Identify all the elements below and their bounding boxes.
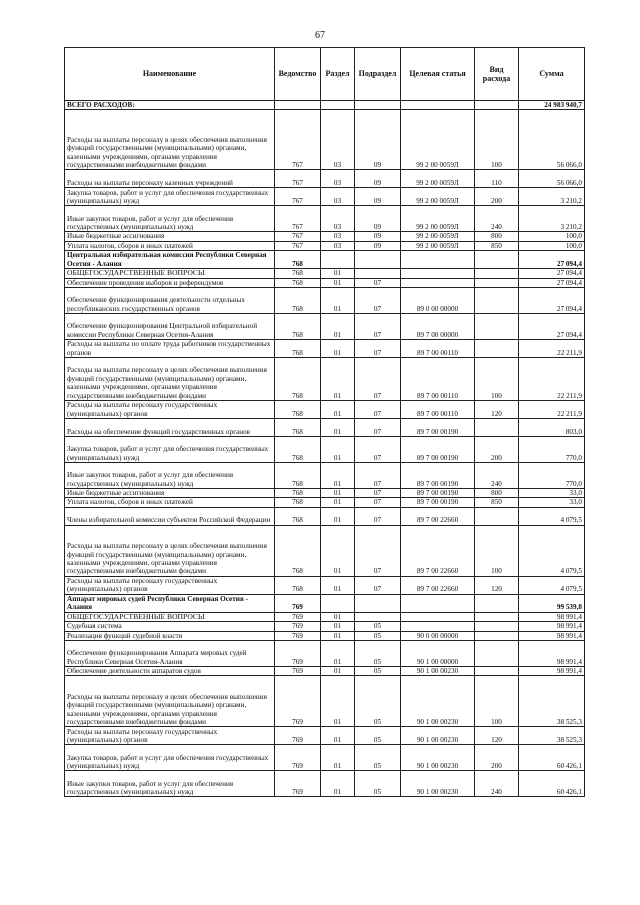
cell-target-article: 89 7 00 00190 bbox=[401, 498, 475, 507]
table-row bbox=[65, 278, 585, 287]
cell-expense-type: 100 bbox=[475, 676, 519, 727]
cell-section: 01 bbox=[321, 358, 355, 401]
cell-department: 767 bbox=[275, 110, 321, 170]
cell-department: 768 bbox=[275, 340, 321, 358]
cell-sum: 27 094,4 bbox=[519, 269, 585, 278]
table-row bbox=[65, 667, 585, 676]
cell-name: Судебная система bbox=[65, 622, 275, 631]
cell-sum: 22 211,9 bbox=[519, 358, 585, 401]
cell-subsection bbox=[355, 269, 401, 278]
cell-target-article: 89 7 00 00000 bbox=[401, 314, 475, 340]
cell-sum: 98 991,4 bbox=[519, 622, 585, 631]
cell-department: 769 bbox=[275, 612, 321, 621]
cell-department: 769 bbox=[275, 622, 321, 631]
cell-name: Расходы на обеспечение функций государственных органов bbox=[65, 419, 275, 437]
table-row bbox=[65, 463, 585, 489]
cell-target-article: 99 2 00 0059Л bbox=[401, 170, 475, 188]
cell-name: Расходы на выплаты персоналу в целях обеспечения выполнения функций государственными (муниципальными) органами, казенными учреждениями, органами управления государственными внебюджетными фондами bbox=[65, 110, 275, 170]
cell-name: Расходы на выплаты персоналу в целях обеспечения выполнения функций государственными (муниципальными) органами, казенными учреждениями, органами управления государственными внебюджетными фондами bbox=[65, 358, 275, 401]
cell-expense-type bbox=[475, 288, 519, 314]
cell-name: Аппарат мировых судей Республики Северная Осетия - Алания bbox=[65, 594, 275, 612]
cell-name: Иные закупки товаров, работ и услуг для обеспечения государственных (муниципальных) нужд bbox=[65, 463, 275, 489]
cell-target-article: 89 7 00 00110 bbox=[401, 358, 475, 401]
cell-department: 767 bbox=[275, 206, 321, 232]
table-row bbox=[65, 771, 585, 797]
cell-section: 01 bbox=[321, 463, 355, 489]
cell-expense-type: 240 bbox=[475, 771, 519, 797]
header-department: Ведомство bbox=[275, 48, 321, 101]
cell-sum: 27 094,4 bbox=[519, 251, 585, 269]
cell-name: Закупка товаров, работ и услуг для обеспечения государственных (муниципальных) нужд bbox=[65, 188, 275, 206]
cell-name: ОБЩЕГОСУДАРСТВЕННЫЕ ВОПРОСЫ bbox=[65, 612, 275, 621]
cell-target-article: 99 2 00 0059Л bbox=[401, 110, 475, 170]
cell-sum: 38 525,3 bbox=[519, 727, 585, 745]
cell-target-article bbox=[401, 251, 475, 269]
cell-section: 01 bbox=[321, 727, 355, 745]
table-row bbox=[65, 507, 585, 525]
table-row bbox=[65, 489, 585, 498]
cell-subsection: 05 bbox=[355, 641, 401, 667]
cell-section: 01 bbox=[321, 437, 355, 463]
cell-department: 769 bbox=[275, 676, 321, 727]
cell-section: 03 bbox=[321, 188, 355, 206]
cell-target-article bbox=[401, 278, 475, 287]
cell-subsection: 07 bbox=[355, 288, 401, 314]
cell-section: 01 bbox=[321, 667, 355, 676]
cell-department: 768 bbox=[275, 269, 321, 278]
cell-expense-type bbox=[475, 314, 519, 340]
cell-section: 01 bbox=[321, 612, 355, 621]
cell-department: 769 bbox=[275, 631, 321, 640]
cell-subsection: 09 bbox=[355, 206, 401, 232]
page-number: 67 bbox=[315, 30, 325, 41]
cell-department: 768 bbox=[275, 463, 321, 489]
cell-name: Обеспечение функционирования деятельности отдельных республиканских государственных органов bbox=[65, 288, 275, 314]
cell-subsection: 05 bbox=[355, 771, 401, 797]
cell-department: 768 bbox=[275, 401, 321, 419]
cell-department: 768 bbox=[275, 288, 321, 314]
cell-subsection: 07 bbox=[355, 463, 401, 489]
cell-expense-type bbox=[475, 594, 519, 612]
cell-sum: 4 079,5 bbox=[519, 507, 585, 525]
cell-name: Расходы на выплаты персоналу в целях обеспечения выполнения функций государственными (муниципальными) органами, казенными учреждениями, органами управления государственными внебюджетными фондами bbox=[65, 676, 275, 727]
cell-sum: 3 210,2 bbox=[519, 188, 585, 206]
cell-sum: 98 991,4 bbox=[519, 631, 585, 640]
cell-subsection: 07 bbox=[355, 314, 401, 340]
table-row bbox=[65, 269, 585, 278]
header-sum: Сумма bbox=[519, 48, 585, 101]
cell-name: Реализация функций судебной власти bbox=[65, 631, 275, 640]
cell-department: 769 bbox=[275, 771, 321, 797]
cell-expense-type bbox=[475, 340, 519, 358]
cell-section: 01 bbox=[321, 314, 355, 340]
cell-sum: 24 983 940,7 bbox=[519, 101, 585, 110]
cell-name: Обеспечение проведения выборов и референдумов bbox=[65, 278, 275, 287]
cell-subsection bbox=[355, 594, 401, 612]
cell-target-article: 89 7 00 00190 bbox=[401, 437, 475, 463]
header-subsection: Подраздел bbox=[355, 48, 401, 101]
cell-target-article: 90 0 00 00000 bbox=[401, 631, 475, 640]
cell-expense-type: 100 bbox=[475, 358, 519, 401]
cell-expense-type bbox=[475, 101, 519, 110]
cell-sum: 60 426,1 bbox=[519, 745, 585, 771]
cell-target-article: 89 7 00 00110 bbox=[401, 340, 475, 358]
cell-department: 769 bbox=[275, 727, 321, 745]
cell-expense-type: 240 bbox=[475, 206, 519, 232]
cell-name: Обеспечение функционирования Центральной избирательной комиссии Республики Северная Осетия-Алания bbox=[65, 314, 275, 340]
cell-section: 01 bbox=[321, 498, 355, 507]
cell-subsection: 05 bbox=[355, 676, 401, 727]
cell-target-article: 99 2 00 0059Л bbox=[401, 232, 475, 241]
cell-target-article: 89 7 00 00190 bbox=[401, 489, 475, 498]
cell-section: 01 bbox=[321, 622, 355, 631]
cell-subsection: 07 bbox=[355, 489, 401, 498]
cell-target-article: 89 7 00 22660 bbox=[401, 576, 475, 594]
cell-section: 01 bbox=[321, 278, 355, 287]
cell-target-article: 90 1 00 00230 bbox=[401, 727, 475, 745]
cell-department bbox=[275, 101, 321, 110]
cell-section: 01 bbox=[321, 771, 355, 797]
cell-department: 769 bbox=[275, 667, 321, 676]
cell-target-article: 89 7 00 00190 bbox=[401, 463, 475, 489]
header-name: Наименование bbox=[65, 48, 275, 101]
cell-expense-type bbox=[475, 631, 519, 640]
table-row bbox=[65, 727, 585, 745]
cell-expense-type: 200 bbox=[475, 437, 519, 463]
table-row bbox=[65, 251, 585, 269]
cell-sum: 38 525,3 bbox=[519, 676, 585, 727]
cell-target-article: 99 2 00 0059Л bbox=[401, 241, 475, 250]
cell-name: Уплата налогов, сборов и иных платежей bbox=[65, 498, 275, 507]
table-row bbox=[65, 188, 585, 206]
cell-department: 768 bbox=[275, 525, 321, 576]
cell-section: 01 bbox=[321, 525, 355, 576]
table-row bbox=[65, 419, 585, 437]
table-row bbox=[65, 170, 585, 188]
cell-name: Расходы на выплаты персоналу казенных учреждений bbox=[65, 170, 275, 188]
cell-subsection: 07 bbox=[355, 525, 401, 576]
cell-section: 03 bbox=[321, 110, 355, 170]
cell-sum: 98 991,4 bbox=[519, 612, 585, 621]
cell-name: ОБЩЕГОСУДАРСТВЕННЫЕ ВОПРОСЫ bbox=[65, 269, 275, 278]
cell-target-article bbox=[401, 612, 475, 621]
cell-expense-type bbox=[475, 278, 519, 287]
table-row bbox=[65, 622, 585, 631]
header-target-article: Целевая статья bbox=[401, 48, 475, 101]
cell-section: 01 bbox=[321, 641, 355, 667]
table-row bbox=[65, 232, 585, 241]
header-expense-type: Вид расхода bbox=[475, 48, 519, 101]
cell-target-article: 89 7 00 00110 bbox=[401, 401, 475, 419]
table-row bbox=[65, 340, 585, 358]
table-row bbox=[65, 110, 585, 170]
cell-section: 01 bbox=[321, 676, 355, 727]
cell-target-article: 89 0 00 00000 bbox=[401, 288, 475, 314]
cell-department: 767 bbox=[275, 241, 321, 250]
cell-department: 768 bbox=[275, 437, 321, 463]
cell-name: Расходы на выплаты персоналу государственных (муниципальных) органов bbox=[65, 576, 275, 594]
cell-sum: 60 426,1 bbox=[519, 771, 585, 797]
table-row bbox=[65, 576, 585, 594]
cell-expense-type: 120 bbox=[475, 576, 519, 594]
cell-department: 768 bbox=[275, 489, 321, 498]
cell-subsection: 05 bbox=[355, 667, 401, 676]
cell-department: 769 bbox=[275, 641, 321, 667]
cell-name: Члены избирательной комиссии субъектов Российской Федерации bbox=[65, 507, 275, 525]
cell-department: 768 bbox=[275, 358, 321, 401]
cell-sum: 770,0 bbox=[519, 437, 585, 463]
cell-name: Расходы на выплаты персоналу государственных (муниципальных) органов bbox=[65, 727, 275, 745]
cell-subsection: 07 bbox=[355, 576, 401, 594]
table-row bbox=[65, 101, 585, 110]
cell-section: 01 bbox=[321, 576, 355, 594]
table-row bbox=[65, 358, 585, 401]
cell-expense-type: 850 bbox=[475, 241, 519, 250]
cell-expense-type bbox=[475, 507, 519, 525]
cell-department: 767 bbox=[275, 188, 321, 206]
cell-expense-type bbox=[475, 667, 519, 676]
table-row bbox=[65, 206, 585, 232]
cell-sum: 33,0 bbox=[519, 498, 585, 507]
cell-expense-type: 200 bbox=[475, 745, 519, 771]
cell-expense-type bbox=[475, 251, 519, 269]
cell-sum: 22 211,9 bbox=[519, 401, 585, 419]
cell-department: 768 bbox=[275, 278, 321, 287]
table-row bbox=[65, 594, 585, 612]
cell-sum: 3 210,2 bbox=[519, 206, 585, 232]
cell-sum: 98 991,4 bbox=[519, 667, 585, 676]
cell-subsection: 09 bbox=[355, 188, 401, 206]
cell-subsection: 09 bbox=[355, 241, 401, 250]
cell-subsection: 07 bbox=[355, 498, 401, 507]
cell-department: 768 bbox=[275, 251, 321, 269]
cell-name: Иные закупки товаров, работ и услуг для обеспечения государственных (муниципальных) нужд bbox=[65, 771, 275, 797]
cell-subsection: 05 bbox=[355, 622, 401, 631]
cell-name: Уплата налогов, сборов и иных платежей bbox=[65, 241, 275, 250]
cell-target-article: 90 1 00 00230 bbox=[401, 676, 475, 727]
cell-target-article: 90 1 00 00230 bbox=[401, 745, 475, 771]
cell-section: 03 bbox=[321, 206, 355, 232]
cell-subsection: 07 bbox=[355, 278, 401, 287]
cell-expense-type: 110 bbox=[475, 170, 519, 188]
cell-sum: 98 991,4 bbox=[519, 641, 585, 667]
cell-department: 768 bbox=[275, 314, 321, 340]
cell-expense-type: 120 bbox=[475, 401, 519, 419]
cell-sum: 100,0 bbox=[519, 232, 585, 241]
cell-target-article: 89 7 00 00190 bbox=[401, 419, 475, 437]
cell-sum: 27 094,4 bbox=[519, 314, 585, 340]
cell-target-article bbox=[401, 622, 475, 631]
cell-expense-type bbox=[475, 269, 519, 278]
cell-section: 01 bbox=[321, 288, 355, 314]
table-row bbox=[65, 676, 585, 727]
table-row bbox=[65, 745, 585, 771]
table-row bbox=[65, 401, 585, 419]
cell-name: Иные бюджетные ассигнования bbox=[65, 489, 275, 498]
cell-section: 03 bbox=[321, 241, 355, 250]
cell-expense-type: 100 bbox=[475, 525, 519, 576]
cell-name: Расходы на выплаты по оплате труда работников государственных органов bbox=[65, 340, 275, 358]
cell-target-article: 89 7 00 22660 bbox=[401, 507, 475, 525]
cell-name: Расходы на выплаты персоналу в целях обеспечения выполнения функций государственными (муниципальными) органами, казенными учреждениями, органами управления государственными внебюджетными фондами bbox=[65, 525, 275, 576]
cell-name: Центральная избирательная комиссия Республики Северная Осетия - Алания bbox=[65, 251, 275, 269]
cell-expense-type: 240 bbox=[475, 463, 519, 489]
cell-section: 01 bbox=[321, 401, 355, 419]
cell-department: 767 bbox=[275, 232, 321, 241]
cell-name: Обеспечение деятельности аппаратов судов bbox=[65, 667, 275, 676]
cell-sum: 27 094,4 bbox=[519, 288, 585, 314]
cell-name: Расходы на выплаты персоналу государственных (муниципальных) органов bbox=[65, 401, 275, 419]
cell-section: 01 bbox=[321, 340, 355, 358]
cell-department: 768 bbox=[275, 576, 321, 594]
table-row bbox=[65, 241, 585, 250]
cell-department: 768 bbox=[275, 498, 321, 507]
cell-subsection: 09 bbox=[355, 170, 401, 188]
cell-name: Закупка товаров, работ и услуг для обеспечения государственных (муниципальных) нужд bbox=[65, 437, 275, 463]
header-section: Раздел bbox=[321, 48, 355, 101]
table-body bbox=[65, 101, 585, 797]
table-row bbox=[65, 314, 585, 340]
cell-subsection: 05 bbox=[355, 727, 401, 745]
cell-sum: 33,0 bbox=[519, 489, 585, 498]
cell-section: 01 bbox=[321, 419, 355, 437]
cell-subsection: 05 bbox=[355, 631, 401, 640]
cell-section: 01 bbox=[321, 269, 355, 278]
cell-subsection: 07 bbox=[355, 507, 401, 525]
cell-sum: 100,0 bbox=[519, 241, 585, 250]
cell-sum: 4 079,5 bbox=[519, 576, 585, 594]
cell-expense-type bbox=[475, 612, 519, 621]
cell-subsection: 09 bbox=[355, 110, 401, 170]
cell-sum: 22 211,9 bbox=[519, 340, 585, 358]
cell-name: Закупка товаров, работ и услуг для обеспечения государственных (муниципальных) нужд bbox=[65, 745, 275, 771]
table-row bbox=[65, 498, 585, 507]
cell-sum: 4 079,5 bbox=[519, 525, 585, 576]
cell-subsection: 09 bbox=[355, 232, 401, 241]
cell-subsection bbox=[355, 612, 401, 621]
cell-target-article bbox=[401, 101, 475, 110]
cell-section: 03 bbox=[321, 170, 355, 188]
cell-subsection: 07 bbox=[355, 437, 401, 463]
cell-expense-type: 100 bbox=[475, 110, 519, 170]
cell-department: 767 bbox=[275, 170, 321, 188]
cell-subsection: 07 bbox=[355, 419, 401, 437]
cell-section: 01 bbox=[321, 507, 355, 525]
cell-name: ВСЕГО РАСХОДОВ: bbox=[65, 101, 275, 110]
cell-name: Обеспечение функционирования Аппарата мировых судей Республики Северная Осетия-Алания bbox=[65, 641, 275, 667]
cell-target-article: 90 1 00 00230 bbox=[401, 771, 475, 797]
cell-section: 01 bbox=[321, 631, 355, 640]
cell-expense-type bbox=[475, 419, 519, 437]
table-row bbox=[65, 437, 585, 463]
cell-department: 769 bbox=[275, 594, 321, 612]
cell-department: 768 bbox=[275, 507, 321, 525]
table-row bbox=[65, 631, 585, 640]
cell-sum: 803,0 bbox=[519, 419, 585, 437]
cell-sum: 770,0 bbox=[519, 463, 585, 489]
cell-subsection bbox=[355, 251, 401, 269]
cell-target-article: 99 2 00 0059Л bbox=[401, 188, 475, 206]
cell-department: 768 bbox=[275, 419, 321, 437]
table-row bbox=[65, 612, 585, 621]
cell-subsection: 07 bbox=[355, 358, 401, 401]
cell-sum: 99 539,8 bbox=[519, 594, 585, 612]
cell-subsection bbox=[355, 101, 401, 110]
cell-target-article: 90 1 00 00230 bbox=[401, 667, 475, 676]
cell-section bbox=[321, 594, 355, 612]
cell-section bbox=[321, 101, 355, 110]
table-row bbox=[65, 641, 585, 667]
cell-subsection: 07 bbox=[355, 401, 401, 419]
cell-expense-type: 200 bbox=[475, 188, 519, 206]
table-header-row bbox=[65, 48, 585, 101]
cell-target-article: 90 1 00 00000 bbox=[401, 641, 475, 667]
cell-target-article: 99 2 00 0059Л bbox=[401, 206, 475, 232]
cell-sum: 56 066,0 bbox=[519, 170, 585, 188]
budget-table bbox=[64, 47, 585, 797]
cell-section bbox=[321, 251, 355, 269]
cell-expense-type: 800 bbox=[475, 232, 519, 241]
cell-expense-type: 120 bbox=[475, 727, 519, 745]
cell-target-article bbox=[401, 269, 475, 278]
cell-section: 01 bbox=[321, 745, 355, 771]
cell-name: Иные закупки товаров, работ и услуг для обеспечения государственных (муниципальных) нужд bbox=[65, 206, 275, 232]
cell-expense-type: 800 bbox=[475, 489, 519, 498]
table-row bbox=[65, 288, 585, 314]
cell-target-article bbox=[401, 594, 475, 612]
cell-subsection: 07 bbox=[355, 340, 401, 358]
cell-sum: 27 094,4 bbox=[519, 278, 585, 287]
cell-expense-type bbox=[475, 622, 519, 631]
cell-section: 03 bbox=[321, 232, 355, 241]
cell-sum: 56 066,0 bbox=[519, 110, 585, 170]
cell-expense-type bbox=[475, 641, 519, 667]
cell-expense-type: 850 bbox=[475, 498, 519, 507]
cell-section: 01 bbox=[321, 489, 355, 498]
cell-subsection: 05 bbox=[355, 745, 401, 771]
cell-target-article: 89 7 00 22660 bbox=[401, 525, 475, 576]
cell-name: Иные бюджетные ассигнования bbox=[65, 232, 275, 241]
table-row bbox=[65, 525, 585, 576]
cell-department: 769 bbox=[275, 745, 321, 771]
